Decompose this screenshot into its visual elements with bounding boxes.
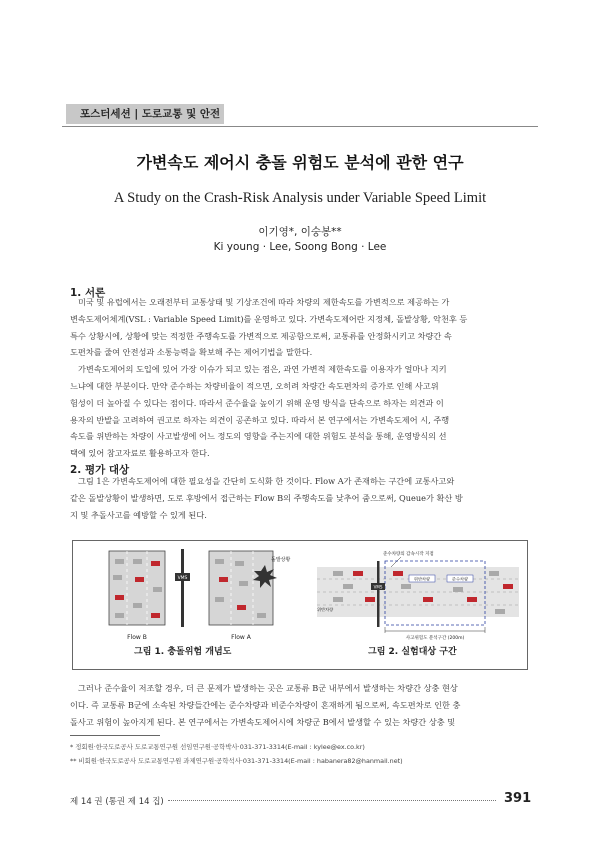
car-red: [219, 577, 228, 582]
car-gray: [333, 571, 343, 576]
body-line: 그림 1은 가변속도제어에 대한 필요성을 간단히 도식화 한 것이다. Flow A가 존재하는 구간에 교통사고와: [78, 476, 455, 486]
body-line: 느냐에 대한 부분이다. 만약 준수하는 차량비율이 적으면, 오히려 차량간 속도편차의 증가로 인해 사고위: [70, 380, 439, 391]
body-line: 지 및 추돌사고를 예방할 수 있게 된다.: [70, 509, 207, 520]
car-gray: [115, 613, 124, 618]
vms-label: VMS: [373, 584, 383, 590]
body-line: 돌사고 위험이 높아지게 된다. 본 연구에서는 가변속도제어시에 차량군 B에서 발생할 수 있는 차량간 상충 및: [70, 716, 456, 727]
car-red: [151, 561, 160, 566]
car-red: [237, 605, 246, 610]
authors-korean: 이기영*, 이숭봉**: [258, 226, 342, 238]
car-gray: [333, 597, 343, 602]
car-gray: [115, 559, 124, 564]
car-gray: [257, 613, 266, 618]
footer-dots: [168, 800, 496, 801]
deceleration-point-label: 준수차량의 감속시작 지점: [383, 552, 434, 557]
car-gray: [235, 561, 244, 566]
authors-english: Ki young · Lee, Soong Bong · Lee: [213, 241, 387, 253]
vms-pole: [181, 549, 184, 627]
car-gray: [215, 597, 224, 602]
body-line: 미국 및 유럽에서는 오래전부터 교통상태 및 기상조건에 따라 차량의 제한속도를 가변적으로 제공하는 가: [78, 297, 450, 307]
car-gray: [453, 587, 463, 592]
car-gray: [343, 584, 353, 589]
session-tag: 포스터세션 | 도로교통 및 안전: [66, 104, 224, 124]
section-1-heading: 1. 서론: [70, 287, 106, 299]
section-2-body: [70, 473, 530, 523]
section-2-heading: 2. 평가 대상: [70, 464, 130, 476]
analysis-zone-label: 사고위험도 분석구간 (200m): [405, 636, 465, 641]
car-gray: [489, 571, 499, 576]
car-gray: [401, 584, 411, 589]
car-red: [135, 577, 144, 582]
header-rule: [62, 126, 538, 127]
figure-1-diagram: [85, 547, 305, 647]
footnote-1: * 정회원·한국도로공사 도로교통연구원 선임연구원·공학박사·031-371-3314(E-mail : kylee@ex.co.kr): [70, 743, 365, 751]
left-violating-label: 위반차량: [317, 607, 334, 612]
title-english: A Study on the Crash-Risk Analysis under Variable Speed Limit: [113, 190, 487, 206]
car-red: [503, 584, 513, 589]
flow-b-label: Flow B: [127, 634, 147, 641]
car-gray: [113, 575, 122, 580]
vms-pole: [377, 561, 380, 627]
flow-a-label: Flow A: [231, 634, 251, 641]
body-line: 험성이 더 높아질 수 있다는 점이다. 따라서 준수율을 높이기 위해 운영 방식을 단속으로 하자는 의견과 이: [70, 397, 444, 408]
car-gray: [239, 581, 248, 586]
title-korean: 가변속도 제어시 충돌 위험도 분석에 관한 연구: [136, 153, 464, 172]
car-red: [393, 571, 403, 576]
figure-2-diagram: [313, 547, 523, 647]
body-line: 용자의 반발을 고려하여 권고로 하자는 의견이 공존하고 있다. 따라서 본 연구에서는 가변속도제어 시, 주행: [70, 414, 450, 425]
car-gray: [495, 609, 505, 614]
car-gray: [133, 603, 142, 608]
page-number: 391: [504, 791, 532, 806]
incident-label: 돌발상황: [271, 557, 291, 563]
car-gray: [215, 559, 224, 564]
car-red: [353, 571, 363, 576]
body-line: 같은 돌발상황이 발생하면, 도로 후방에서 접근하는 Flow B의 주행속도를 낮추어 줌으로써, Queue가 확산 방: [70, 492, 463, 503]
car-gray: [133, 559, 142, 564]
body-line: 이다. 즉 교통류 B군에 소속된 차량들간에는 준수차량과 비준수차량이 혼재하게 됨으로써, 속도편차로 인한 충: [70, 699, 461, 710]
compliant-label: 준수차량: [451, 576, 469, 582]
body-line: 택에 있어 참고자료로 활용하고자 한다.: [70, 448, 210, 459]
pointer-line: [391, 557, 401, 567]
car-red: [151, 613, 160, 618]
car-red: [423, 597, 433, 602]
vms-label: VMS: [177, 576, 188, 581]
body-line: 속도를 위반하는 차량이 사고발생에 어느 정도의 영향을 주는지에 대한 위험도 분석을 통해, 운영방식의 선: [70, 431, 447, 442]
footer-volume: 제 14 권 (통권 제 14 집): [70, 797, 164, 807]
section-1-body: [70, 294, 530, 462]
body-line: 변속도제어체계(VSL : Variable Speed Limit)를 운영하고 있다. 가변속도제어란 지정체, 돌발상황, 악천후 등: [70, 313, 468, 324]
body-line: 특수 상황시에, 상황에 맞는 적정한 주행속도를 가변적으로 제공함으로써, 교통류를 안정화시키고 차량간 속: [70, 330, 452, 341]
violating-label: 위반차량: [413, 576, 431, 582]
footnote-2: ** 비회원·한국도로공사 도로교통연구원 과제연구원·공학석사·031-371-3314(E-mail : habanera82@hanmail.net): [70, 757, 403, 765]
car-red: [115, 595, 124, 600]
section-2-continued: [70, 680, 530, 730]
figure-2-caption: 그림 2. 실험대상 구간: [368, 647, 457, 657]
footnote-rule: [70, 735, 160, 736]
car-red: [467, 597, 477, 602]
car-gray: [153, 587, 162, 592]
body-line: 가변속도제어의 도입에 있어 가장 이슈가 되고 있는 점은, 과연 가변적 제한속도를 이용자가 얼마나 지키: [78, 364, 447, 375]
body-line: 도편차를 줄여 안전성과 소통능력을 확보해 주는 제어기법을 말한다.: [70, 347, 313, 358]
body-line: 그러나 준수율이 저조할 경우, 더 큰 문제가 발생하는 곳은 교통류 B군 내부에서 발생하는 차량간 상충 현상: [78, 683, 458, 693]
figure-1-caption: 그림 1. 충돌위험 개념도: [134, 647, 232, 657]
car-red: [365, 597, 375, 602]
